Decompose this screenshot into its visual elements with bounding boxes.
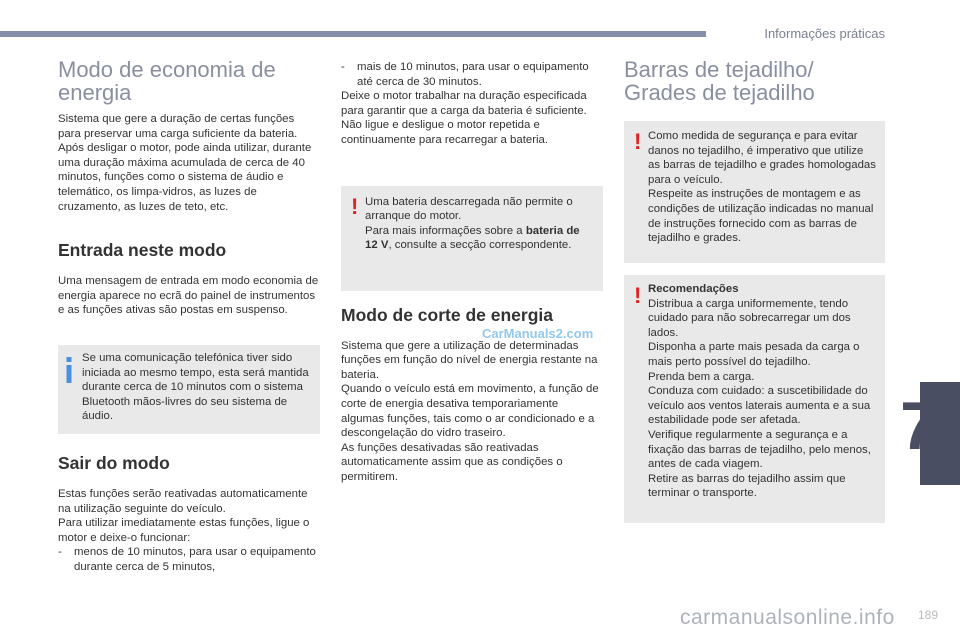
warning-box-roof-text: Como medida de segurança e para evitar danos no tejadilho, é imperativo que utilize as barras de tejadilho e grades homologadas para o veículo. Respeite as instruções de montagem e as condições de utilização indicadas no manual de instruções fornecido com as barras de tejadilho e grades. xyxy=(648,130,876,245)
warning-box-battery xyxy=(341,186,603,291)
recommendations-title: Recomendações xyxy=(648,283,739,295)
column-1 xyxy=(58,58,320,575)
page-number: 189 xyxy=(917,608,938,622)
column-2 xyxy=(341,60,603,485)
exit-option-long: mais de 10 minutos, para usar o equipamento até cerca de 30 minutos. xyxy=(357,61,589,88)
title-roof-bars: Barras de tejadilho/ Grades de tejadilho xyxy=(624,57,815,105)
heading-exit-mode: Sair do modo xyxy=(58,452,170,473)
recommendations-text: Distribua a carga uniformemente, tendo cuidado para não sobrecarregar um dos lados. Disponha a parte mais pesada da carga o mais perto possível do tejadilho. Prenda bem a carga. Conduza com cuidado: a suscetibilidade do veículo aos ventos laterais aumenta e a sua estabilidade pode ser afetada. Verifique regularmente a segurança e a fixação das barras de tejadilho, pelo menos, antes de cada viagem. Retire as barras do tejadilho assim que terminar o transporte. xyxy=(648,297,871,500)
section-header-title: Informações práticas xyxy=(764,26,885,41)
title-energy-saving: Modo de economia de energia xyxy=(58,57,276,105)
chapter-number: 7 xyxy=(900,388,938,464)
info-box-phone xyxy=(58,345,320,434)
exit-mode-text: Estas funções serão reativadas automaticamente na utilização seguinte do veículo. Para utilizar imediatamente estas funções, ligue o motor e deixe-o funcionar: xyxy=(58,487,310,544)
heading-enter-mode: Entrada neste modo xyxy=(58,240,227,261)
list-item: - menos de 10 minutos, para usar o equipamento durante cerca de 5 minutos, xyxy=(58,545,320,574)
list-item: - mais de 10 minutos, para usar o equipamento até cerca de 30 minutos. xyxy=(341,60,603,89)
enter-mode-text: Uma mensagem de entrada em modo economia de energia aparece no ecrã do painel de instrumentos e as funções ativas são postas em suspenso. xyxy=(58,275,319,317)
power-cut-text: Sistema que gere a utilização de determinadas funções em função do nível de energia restante na bateria. Quando o veículo está em movimento, a função de corte de energia desativa temporariamente algumas funções, tais como o ar condicionado e a descongelação do vidro traseiro. As funções desativadas são reativadas automaticamente assim que as condições o permitirem. xyxy=(341,339,599,483)
footer-watermark[interactable]: carmanualsonline.info xyxy=(680,606,895,629)
warning-icon: ! xyxy=(351,193,359,219)
info-box-text: Se uma comunicação telefónica tiver sido iniciada ao mesmo tempo, esta será mantida durante cerca de 10 minutos com o sistema Bluetooth mãos-livres do seu sistema de áudio. xyxy=(82,351,309,423)
warning-box-roof-bars xyxy=(624,121,885,263)
exit-option-short: menos de 10 minutos, para usar o equipamento durante cerca de 5 minutos, xyxy=(74,546,316,573)
warning-icon: ! xyxy=(634,129,642,154)
warning-icon: ! xyxy=(634,283,642,308)
header-accent-bar xyxy=(0,31,706,37)
warning-box-recommendations xyxy=(624,275,885,523)
warning-box-battery-text: Uma bateria descarregada não permite o arranque do motor. Para mais informações sobre a bateria de 12 V, consulte a secção correspondente. xyxy=(365,195,580,252)
watermark-logo: CarManuals2.com xyxy=(482,326,594,341)
energy-saving-intro: Sistema que gere a duração de certas funções para preservar uma carga suficiente da bateria. Após desligar o motor, pode ainda utilizar, durante uma duração máxima acumulada de cerca de 40 minutos, funções como o sistema de áudio e telemático, os limpa-vidros, as luzes de cruzamento, as luzes de teto, etc. xyxy=(58,113,312,213)
info-icon xyxy=(66,357,71,385)
motor-run-text: Deixe o motor trabalhar na duração especificada para garantir que a carga da bateria é suficiente. Não ligue e desligue o motor repetida e continuamente para recarregar a bateria. xyxy=(341,90,587,146)
column-3 xyxy=(624,58,886,523)
heading-power-cut-mode: Modo de corte de energia xyxy=(341,304,553,325)
